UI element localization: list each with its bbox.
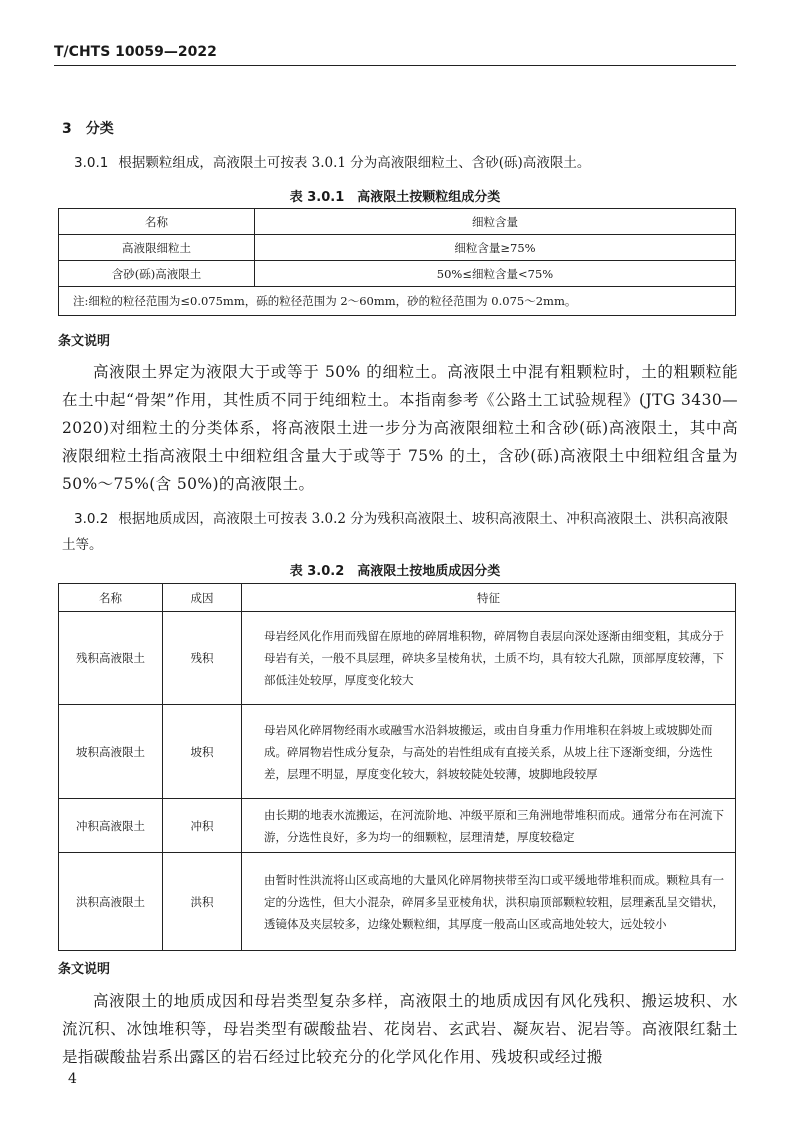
table-cell: 残积高液限土 bbox=[59, 612, 163, 705]
grain-composition-table bbox=[58, 208, 736, 316]
table-cell: 50%≤细粒含量<75% bbox=[255, 261, 736, 287]
commentary-text: 高液限土的地质成因和母岩类型复杂多样，高液限土的地质成因有风化残积、搬运坡积、水流沉积、冰蚀堆积等，母岩类型有碳酸盐岩、花岗岩、玄武岩、凝灰岩、泥岩等。高液限红黏土是指碳酸盐岩系出露区的岩石经过比较充分的化学风化作用、残坡积或经过搬 bbox=[62, 992, 738, 1066]
page-number: 4 bbox=[68, 1071, 77, 1087]
table-cell: 高液限细粒土 bbox=[59, 235, 255, 261]
table-row bbox=[59, 799, 736, 853]
commentary-heading: 条文说明 bbox=[58, 962, 111, 977]
header-cell: 名称 bbox=[59, 584, 163, 612]
header-cell: 细粒含量 bbox=[255, 209, 736, 235]
clause-3-0-2 bbox=[62, 506, 737, 558]
table-row bbox=[59, 612, 736, 705]
header-cell: 名称 bbox=[59, 209, 255, 235]
table-cell: 冲积 bbox=[163, 799, 242, 853]
clause-number: 3.0.1 bbox=[74, 155, 109, 171]
table-caption: 表 3.0.2 高液限土按地质成因分类 bbox=[289, 564, 501, 579]
table-row bbox=[59, 235, 736, 261]
table-header-row bbox=[59, 209, 736, 235]
table-row bbox=[59, 261, 736, 287]
table-cell: 残积 bbox=[163, 612, 242, 705]
table-cell: 坡积高液限土 bbox=[59, 705, 163, 799]
table-cell: 洪积 bbox=[163, 853, 242, 951]
table-header-row bbox=[59, 584, 736, 612]
clause-3-0-1 bbox=[74, 150, 736, 176]
table-cell: 洪积高液限土 bbox=[59, 853, 163, 951]
table-caption: 表 3.0.1 高液限土按颗粒组成分类 bbox=[289, 190, 501, 205]
standard-header: T/CHTS 10059—2022 bbox=[54, 44, 736, 66]
table-cell: 由长期的地表水流搬运，在河流阶地、冲级平原和三角洲地带堆积而成。通常分布在河流下游，分选性良好，多为均一的细颗粒，层理清楚，厚度较稳定 bbox=[242, 799, 736, 853]
table-cell: 坡积 bbox=[163, 705, 242, 799]
table-row bbox=[59, 705, 736, 799]
clause-text: 根据颗粒组成，高液限土可按表 3.0.1 分为高液限细粒土、含砂(砾)高液限土。 bbox=[118, 155, 591, 171]
table-row bbox=[59, 853, 736, 951]
table-cell: 由暂时性洪流将山区或高地的大量风化碎屑物挟带至沟口或平缓地带堆积而成。颗粒具有一定的分选性，但大小混杂，碎屑多呈亚棱角状，洪积扇顶部颗粒较粗，层理紊乱呈交错状，透镜体及夹层较多，边缘处颗粒细，其厚度一般高山区或高地处较大，远处较小 bbox=[242, 853, 736, 951]
table-cell: 母岩经风化作用而残留在原地的碎屑堆积物，碎屑物自表层向深处逐渐由细变粗，其成分于母岩有关，一般不具层理，碎块多呈棱角状，土质不均，具有较大孔隙，顶部厚度较薄，下部低洼处较厚，厚度变化较大 bbox=[242, 612, 736, 705]
table-cell: 细粒含量≥75% bbox=[255, 235, 736, 261]
commentary-heading: 条文说明 bbox=[58, 334, 111, 349]
table-note-row bbox=[59, 287, 736, 316]
section-title: 3 分类 bbox=[62, 121, 114, 137]
clause-text: 根据地质成因，高液限土可按表 3.0.2 分为残积高液限土、坡积高液限土、冲积高液限土、洪积高液限土等。 bbox=[62, 511, 729, 553]
header-cell: 成因 bbox=[163, 584, 242, 612]
table-cell: 含砂(砾)高液限土 bbox=[59, 261, 255, 287]
table-cell: 冲积高液限土 bbox=[59, 799, 163, 853]
table-cell: 母岩风化碎屑物经雨水或融雪水沿斜坡搬运，或由自身重力作用堆积在斜坡上或坡脚处而成。碎屑物岩性成分复杂，与高处的岩性组成有直接关系，从坡上往下逐渐变细，分选性差，层理不明显，厚度变化较大，斜坡较陡处较薄，坡脚地段较厚 bbox=[242, 705, 736, 799]
geological-origin-table bbox=[58, 583, 736, 951]
commentary-text: 高液限土界定为液限大于或等于 50% 的细粒土。高液限土中混有粗颗粒时，土的粗颗粒能在土中起“骨架”作用，其性质不同于纯细粒土。本指南参考《公路土工试验规程》(JTG 3430—2020)对细粒土的分类体系，将高液限土进一步分为高液限细粒土和含砂(砾)高液限土，其中高液限细粒土指高液限土中细粒组含量大于或等于 75% 的土，含砂(砾)高液限土中细粒组含量为 50%～75%(含 50%)的高液限土。 bbox=[62, 363, 738, 493]
header-cell: 特征 bbox=[242, 584, 736, 612]
table-note: 注:细粒的粒径范围为≤0.075mm，砾的粒径范围为 2～60mm，砂的粒径范围为 0.075～2mm。 bbox=[59, 287, 736, 316]
clause-number: 3.0.2 bbox=[74, 511, 109, 527]
